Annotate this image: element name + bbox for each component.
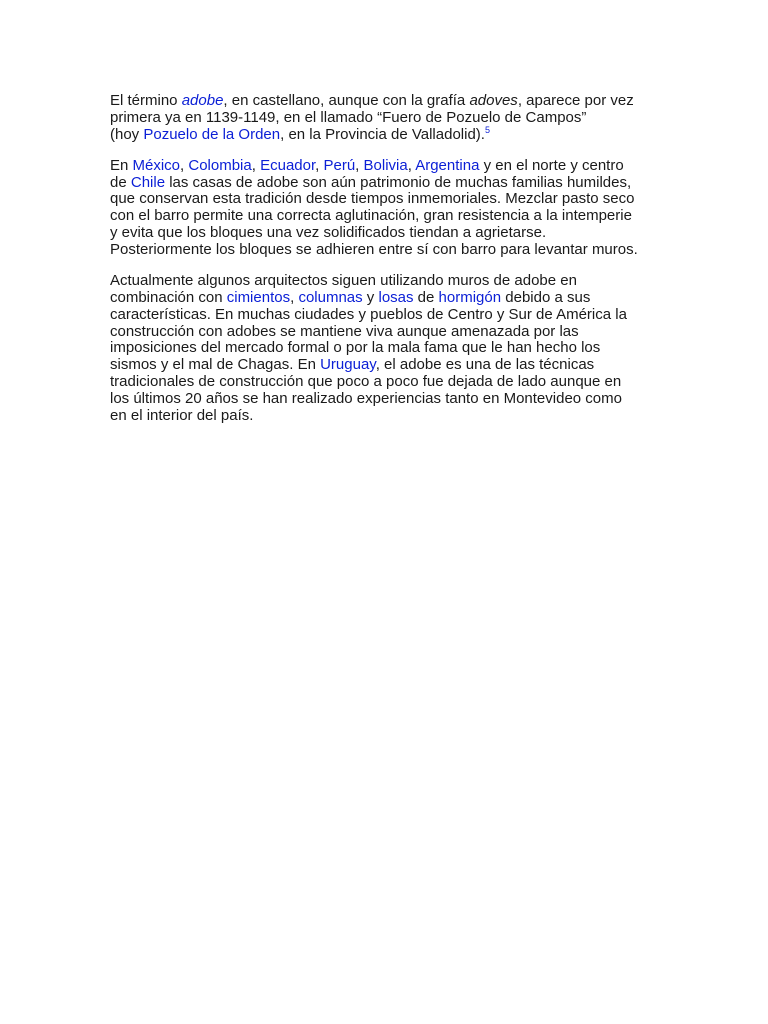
text-run: imposiciones del mercado formal o por la mala fama que le han hecho los: [110, 339, 601, 357]
text-run: los últimos 20 años se han realizado experiencias tanto en Montevideo como: [110, 389, 622, 407]
text-run: con el barro permite una correcta aglutinación, gran resistencia a la intemperie: [110, 207, 632, 225]
link-columnas[interactable]: columnas: [298, 288, 363, 306]
text-run: tradicionales de construcción que poco a poco fue dejada de lado aunque en: [110, 372, 622, 390]
text-line: [110, 391, 660, 408]
link-peru[interactable]: Perú: [323, 156, 356, 174]
text-line: [110, 324, 660, 341]
text-run: que conservan esta tradición desde tiempos inmemoriales. Mezclar pasto seco: [110, 190, 635, 208]
document-body: [110, 93, 660, 439]
text-run: (hoy: [110, 125, 144, 143]
link-colombia[interactable]: Colombia: [188, 156, 252, 174]
text-run: , el adobe es una de las técnicas: [375, 356, 595, 374]
separator: ,: [355, 156, 364, 174]
link-chile[interactable]: Chile: [130, 173, 166, 191]
separator: ,: [180, 156, 189, 174]
text-run: , aparece por vez: [517, 92, 634, 109]
text-line: [110, 191, 660, 208]
text-line: [110, 208, 660, 225]
footnote-link-5[interactable]: 5: [484, 124, 490, 135]
text-line: [110, 273, 660, 290]
link-cimientos[interactable]: cimientos: [226, 288, 291, 306]
link-bolivia[interactable]: Bolivia: [363, 156, 408, 174]
text-line: [110, 374, 660, 391]
text-line: [110, 110, 660, 127]
text-line: [110, 340, 660, 357]
term-adobe: adobe: [181, 92, 224, 109]
link-mexico[interactable]: México: [132, 156, 181, 174]
paragraph-latin-america: [110, 158, 660, 259]
text-line: [110, 175, 660, 192]
text-run: El término: [110, 92, 182, 109]
text-run: debido a sus: [501, 288, 591, 306]
text-run: , en la Provincia de Valladolid).: [280, 125, 485, 143]
separator: ,: [407, 156, 416, 174]
text-run: en el interior del país.: [110, 406, 254, 424]
paragraph-etymology: [110, 93, 660, 143]
separator: ,: [290, 288, 299, 306]
text-line: [110, 93, 660, 110]
text-run: construcción con adobes se mantiene viva aunque amenazada por las: [110, 322, 579, 340]
link-argentina[interactable]: Argentina: [415, 156, 480, 174]
text-run: de: [110, 173, 131, 191]
text-line: [110, 158, 660, 175]
text-line: [110, 124, 660, 144]
link-losas[interactable]: losas: [378, 288, 414, 306]
text-run: y evita que los bloques una vez solidificados tiendan a agrietarse.: [110, 224, 547, 242]
link-uruguay[interactable]: Uruguay: [320, 356, 376, 374]
text-run: las casas de adobe son aún patrimonio de muchas familias humildes,: [165, 173, 632, 191]
text-run: y: [362, 288, 379, 306]
text-run: de: [413, 288, 439, 306]
link-hormigon[interactable]: hormigón: [438, 288, 502, 306]
text-run: combinación con: [110, 288, 227, 306]
text-run: , en castellano, aunque con la grafía: [223, 92, 470, 109]
text-run: Actualmente algunos arquitectos siguen utilizando muros de adobe en: [110, 272, 577, 290]
text-line: [110, 242, 660, 259]
text-line: [110, 225, 660, 242]
separator: ,: [315, 156, 324, 174]
text-line: [110, 357, 660, 374]
paragraph-modern-use: [110, 273, 660, 424]
text-run: En: [110, 156, 133, 174]
text-line: [110, 290, 660, 307]
text-run: primera ya en 1139-1149, en el llamado “Fuero de Pozuelo de Campos”: [110, 108, 587, 126]
text-run: y en el norte y centro: [479, 156, 624, 174]
link-adobe[interactable]: [182, 92, 224, 109]
separator: ,: [251, 156, 261, 174]
text-run: Posteriormente los bloques se adhieren entre sí con barro para levantar muros.: [110, 240, 638, 258]
link-ecuador[interactable]: Ecuador: [260, 156, 316, 174]
text-run: sismos y el mal de Chagas. En: [110, 356, 321, 374]
link-pozuelo-de-la-orden[interactable]: Pozuelo de la Orden: [143, 125, 281, 143]
text-line: [110, 307, 660, 324]
term-adoves: adoves: [469, 92, 518, 109]
text-line: [110, 408, 660, 425]
text-run: características. En muchas ciudades y pueblos de Centro y Sur de América la: [110, 305, 627, 323]
